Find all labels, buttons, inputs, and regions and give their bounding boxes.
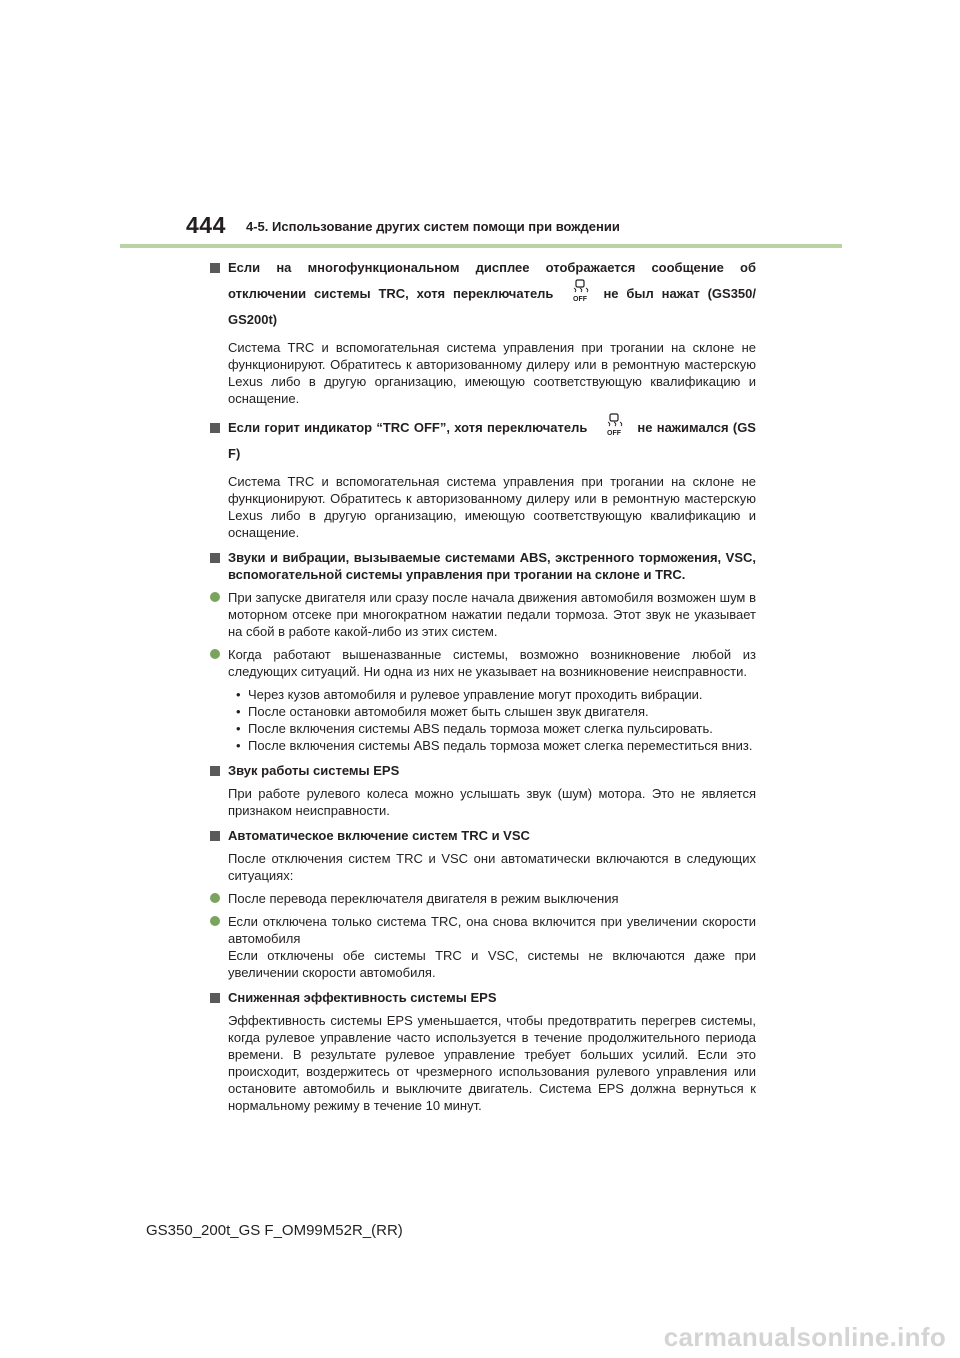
list-item-text: Когда работают вышеназванные системы, возможно возникновение любой из следующих ситуаций. Ни одна из них не указывает на возникновение неисправности. [228, 647, 756, 679]
section-body: После отключения систем TRC и VSC они автоматически включаются в следующих ситуациях: [228, 851, 756, 883]
sub-list-item [210, 720, 756, 737]
round-bullet-icon [210, 893, 220, 903]
list-item [210, 646, 756, 680]
sub-list-item-text: После включения системы ABS педаль тормоза может слегка пульсировать. [248, 721, 713, 736]
heading-text: Сниженная эффективность системы EPS [228, 990, 497, 1005]
section-title: 4-5. Использование других систем помощи при вождении [246, 219, 620, 234]
list-item-text: Если отключена только система TRC, она снова включится при увеличении скорости автомобиля [228, 914, 756, 946]
list-item-note: Если отключены обе системы TRC и VSC, системы не включаются даже при увеличении скорости автомобиля. [228, 948, 756, 980]
section-trc-message [210, 255, 756, 407]
list-item [210, 890, 756, 907]
section-body: При работе рулевого колеса можно услышать звук (шум) мотора. Это не является признаком неисправности. [228, 786, 756, 818]
section-body: Эффективность системы EPS уменьшается, чтобы предотвратить перегрев системы, когда рулевое управление часто используется в течение продолжительного периода времени. В результате рулевое управление требует больших усилий. Если это происходит, воздержитесь от чрезмерного использования рулевого управления или остановите автомобиль и выключите двигатель. Система EPS должна вернуться к нормальному режиму в течение 10 минут. [228, 1013, 756, 1113]
heading-text-end: не нажимался (GS F) [228, 420, 756, 461]
section-auto-enable [210, 827, 756, 981]
heading-text: Звук работы системы EPS [228, 763, 400, 778]
bullet-dot-icon: • [236, 704, 241, 719]
square-bullet-icon [210, 263, 220, 273]
icon-label: OFF [573, 295, 588, 303]
heading-text: Автоматическое включение систем TRC и VSC [228, 828, 530, 843]
square-bullet-icon [210, 766, 220, 776]
bullet-dot-icon: • [236, 721, 241, 736]
round-bullet-icon [210, 649, 220, 659]
section-body: Система TRC и вспомогательная система управления при трогании на склоне не функционируют. Обратитесь к авторизованному дилеру или в ремонтную мастерскую Lexus либо в другую организацию, имеющую соответствующую квалификацию и оснащение. [228, 474, 756, 540]
heading-text: Если на многофункциональном дисплее отображается сообщение об отключении системы TRC, хотя переключатель [228, 260, 756, 301]
list-item-text: При запуске двигателя или сразу после начала движения автомобиля возможен шум в моторном отсеке при многократном нажатии педали тормоза. Этот звук не указывает на сбой в работе какой-либо из этих систем. [228, 590, 756, 639]
vsc-off-icon [569, 279, 591, 303]
section-heading [210, 827, 756, 844]
main-content [210, 255, 756, 1122]
header-rule [120, 244, 842, 248]
icon-label: OFF [607, 429, 622, 437]
sub-list [210, 686, 756, 754]
square-bullet-icon [210, 553, 220, 563]
round-bullet-icon [210, 916, 220, 926]
heading-text: Звуки и вибрации, вызываемые системами ABS, экстренного торможения, VSC, вспомогательной системы управления при трогании на склоне и TRC. [228, 550, 756, 582]
bullet-dot-icon: • [236, 738, 241, 753]
page-number: 444 [186, 212, 226, 238]
document-code: GS350_200t_GS F_OM99M52R_(RR) [146, 1222, 403, 1239]
vsc-off-icon [603, 413, 625, 437]
sub-list-item [210, 686, 756, 703]
sub-list-item-text: После остановки автомобиля может быть слышен звук двигателя. [248, 704, 649, 719]
sub-list-item-text: Через кузов автомобиля и рулевое управление могут проходить вибрации. [248, 687, 703, 702]
square-bullet-icon [210, 831, 220, 841]
section-heading [210, 762, 756, 779]
section-heading [210, 255, 756, 333]
page-header [186, 212, 840, 246]
section-eps-sound [210, 762, 756, 819]
list-item [210, 589, 756, 640]
list-item [210, 913, 756, 947]
sub-list-item [210, 703, 756, 720]
section-trc-off-indicator [210, 415, 756, 541]
list-item-text: После перевода переключателя двигателя в режим выключения [228, 891, 619, 906]
heading-text-end: не был нажат (GS350/ GS200t) [228, 286, 756, 327]
section-body: Система TRC и вспомогательная система управления при трогании на склоне не функционируют. Обратитесь к авторизованному дилеру или в ремонтную мастерскую Lexus либо в другую организацию, имеющую соответствующую квалификацию и оснащение. [228, 340, 756, 406]
heading-text: Если горит индикатор “TRC OFF”, хотя переключатель [228, 420, 588, 435]
sub-list-item-text: После включения системы ABS педаль тормоза может слегка переместиться вниз. [248, 738, 753, 753]
section-eps-reduced [210, 989, 756, 1114]
bullet-dot-icon: • [236, 687, 241, 702]
section-heading [210, 415, 756, 467]
section-heading [210, 989, 756, 1006]
square-bullet-icon [210, 423, 220, 433]
section-sounds-vibrations [210, 549, 756, 754]
watermark: carmanualsonline.info [663, 1322, 946, 1352]
sub-list-item [210, 737, 756, 754]
square-bullet-icon [210, 993, 220, 1003]
section-heading [210, 549, 756, 583]
round-bullet-icon [210, 592, 220, 602]
